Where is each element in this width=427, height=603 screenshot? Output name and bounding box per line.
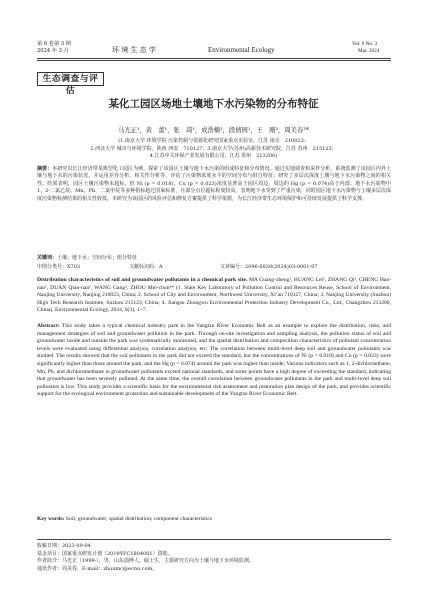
affiliation-line: 2.西北大学 城市与环境学院，陕西 西安 710127；3.南京大学(苏州)高新技术研究院，江苏 苏州 215123； [90, 145, 337, 152]
abstract-cn-label: 摘要： [37, 166, 53, 172]
english-title-citation [37, 277, 391, 315]
header-rule-thin [37, 60, 391, 61]
abstract-en [37, 323, 391, 399]
article-number: 文章编号：2096-6830(2024)03-0001-07 [220, 264, 318, 270]
classification-row [37, 264, 391, 271]
header-rule [37, 58, 391, 59]
keywords-en [37, 516, 391, 524]
date-en: Mar. 2024 [358, 48, 380, 54]
keywords-en-text: Soil; groundwater; spatial distribution; component characteristics [64, 516, 213, 522]
abstract-en-label: Abstract: [37, 323, 60, 329]
footnotes [37, 543, 391, 573]
running-header [0, 0, 427, 70]
journal-name-en: Environmental Ecology [208, 46, 275, 54]
volume-issue-en: Vol. 6 No. 3 [352, 41, 378, 47]
footnote-corresponding: 通讯作者：周美春，E-mail：zhoumc@ecnu.com。 [37, 565, 158, 572]
footnote-author-bio: 作者简介：马光正（1999-），男，山东淄博人，硕士生，主要研究方向为土壤与地下水环境监测。 [37, 558, 254, 564]
abstract-en-text: This study takes a typical chemical industry park in the Yangtze River Economic Belt as an example to explore the distribution, risks, and management strategies of soil and groundwater pollution in the park. Through on-site investigation and sampling analysis, the pollution status of soil and groundwater inside and outside the park was systematically monitored, and the spatial distribution and composition characteristics of pollutant concentration levels were evaluated using differential analysis, correlation analysis, etc; The correlation between multi-level deep soil and groundwater pollutants was studied. The results showed that the soil pollutants in the park did not exceed the standard, but the concentrations of Ni (p = 0.018) and Cu (p = 0.023) were significantly higher than those around the park, and the Hg (p = 0.074) around the park was higher than inside; Various indicators such as 1, 2-dichloroethane, Mn, Pb, and dichloromethane in groundwater pollutants exceed national standards, and some points have a high degree of exceeding the standard, indicating that groundwater has been severely polluted. At the same time, the overall correlation between groundwater pollutants in the park and multi-level deep soil pollutants is low. This study provides a scientific basis for the environmental risk assessment and restoration plan design of the park, and provides scientific support for the ecological environment protection and sustainable development of the Yangtze River Economic Belt. [37, 323, 391, 398]
affiliations-cn [60, 138, 367, 161]
volume-issue-cn: 第 6 卷第 3 期 [37, 41, 71, 47]
affiliation-line: (1.南京大学 环境学院 污染控制与资源化研究国家重点实验室，江苏 南京 210023； [118, 138, 309, 144]
citation-en: MA Guang-zheng¹, HUANG Lei¹, ZHANG Qi¹, CHENG Hao-nan¹, DUAN Qian-nan¹, WANG Gang², ZHOU Mei-chun³* (1. State Key Laboratory of Pollution Control and Resources Reuse, School of Environment, Nanjing University, Nanjing 210023, China; 2. School of City and Environment, Northwest University, Xi’an 710127, China; 3. Nanjing University (Suzhou) High Tech Research Institute, Suzhou 215123, China; 4. Jiangsu Zhongwu Environmental Protection Industry Development Co., Ltd., Changzhou 213200, China). Environmental Ecology, 2024, 6(3), 1−7. [37, 277, 391, 314]
keywords-cn-text: 土壤；地下水；空间分布；组分特征 [57, 255, 138, 261]
keywords-cn [37, 255, 391, 262]
abstract-cn-text: 本研究以长江经济带某典型化工园区为例，探索了该园区土壤与地下水污染的组成特征和分布情况。通过实地调查和采样分析，系统监测了该园区内外土壤与地下水的污染状况，并运用差异分析、相关性分析等，评估了污染物浓度水平的空间分布与组分特征；研究了多层次深度土壤与地下水污染物之间的相关性。结果表明，园区土壤污染物未超标，但 Ni (p = 0.018)、Cu (p = 0.023)浓度显著高于园区周边，周边的 Hg (p = 0.074)高于内部；地下水污染物中 1，2-二氯乙烷、Mn、Pb、二氯甲烷等多种指标超过国家标准，且部分点位超标程度较高，表明地下水受到了严重污染，同时园区地下水污染物与土壤多层次深度污染物检测结果的相关性较低。本研究为该园区的风险评估和修复方案提供了科学依据，为长江经济带生态环境保护和可持续发展提供了科学支撑。 [37, 166, 391, 202]
keywords-en-label: Key words: [37, 516, 65, 522]
date-cn: 2024 年 3 月 [37, 48, 69, 54]
footnote-funding: 基金项目：国家重点研发计划（2019YFC1804001）资助。 [37, 550, 173, 557]
footnote-rule [37, 539, 391, 540]
abstract-cn [37, 166, 391, 203]
affiliation-line: 4.江苏中关环保产业发展有限公司，江苏 常州 213200) [149, 153, 278, 159]
article-title-en: Distribution characteristics of soil and groundwater pollutants in a chemical park site. [37, 277, 248, 283]
authors-cn: 马光正¹，黄 蕾¹，张 琦¹，成浩楠¹，段倩园¹，王 刚²，周美春³* [118, 127, 309, 134]
keywords-cn-label: 关键词： [37, 255, 58, 261]
article-title-cn: 某化工园区场地土壤地下水污染物的分布特征 [108, 98, 319, 110]
journal-name-cn: 环 境 生 态 学 [112, 46, 156, 54]
section-label: 生态调查与评估 [37, 72, 104, 86]
document-code: 文献标识码：A [129, 264, 163, 270]
footnote-received: 收稿日期：2023-09-04 [37, 543, 91, 549]
clc-number: 中图分类号：X703 [37, 264, 81, 270]
